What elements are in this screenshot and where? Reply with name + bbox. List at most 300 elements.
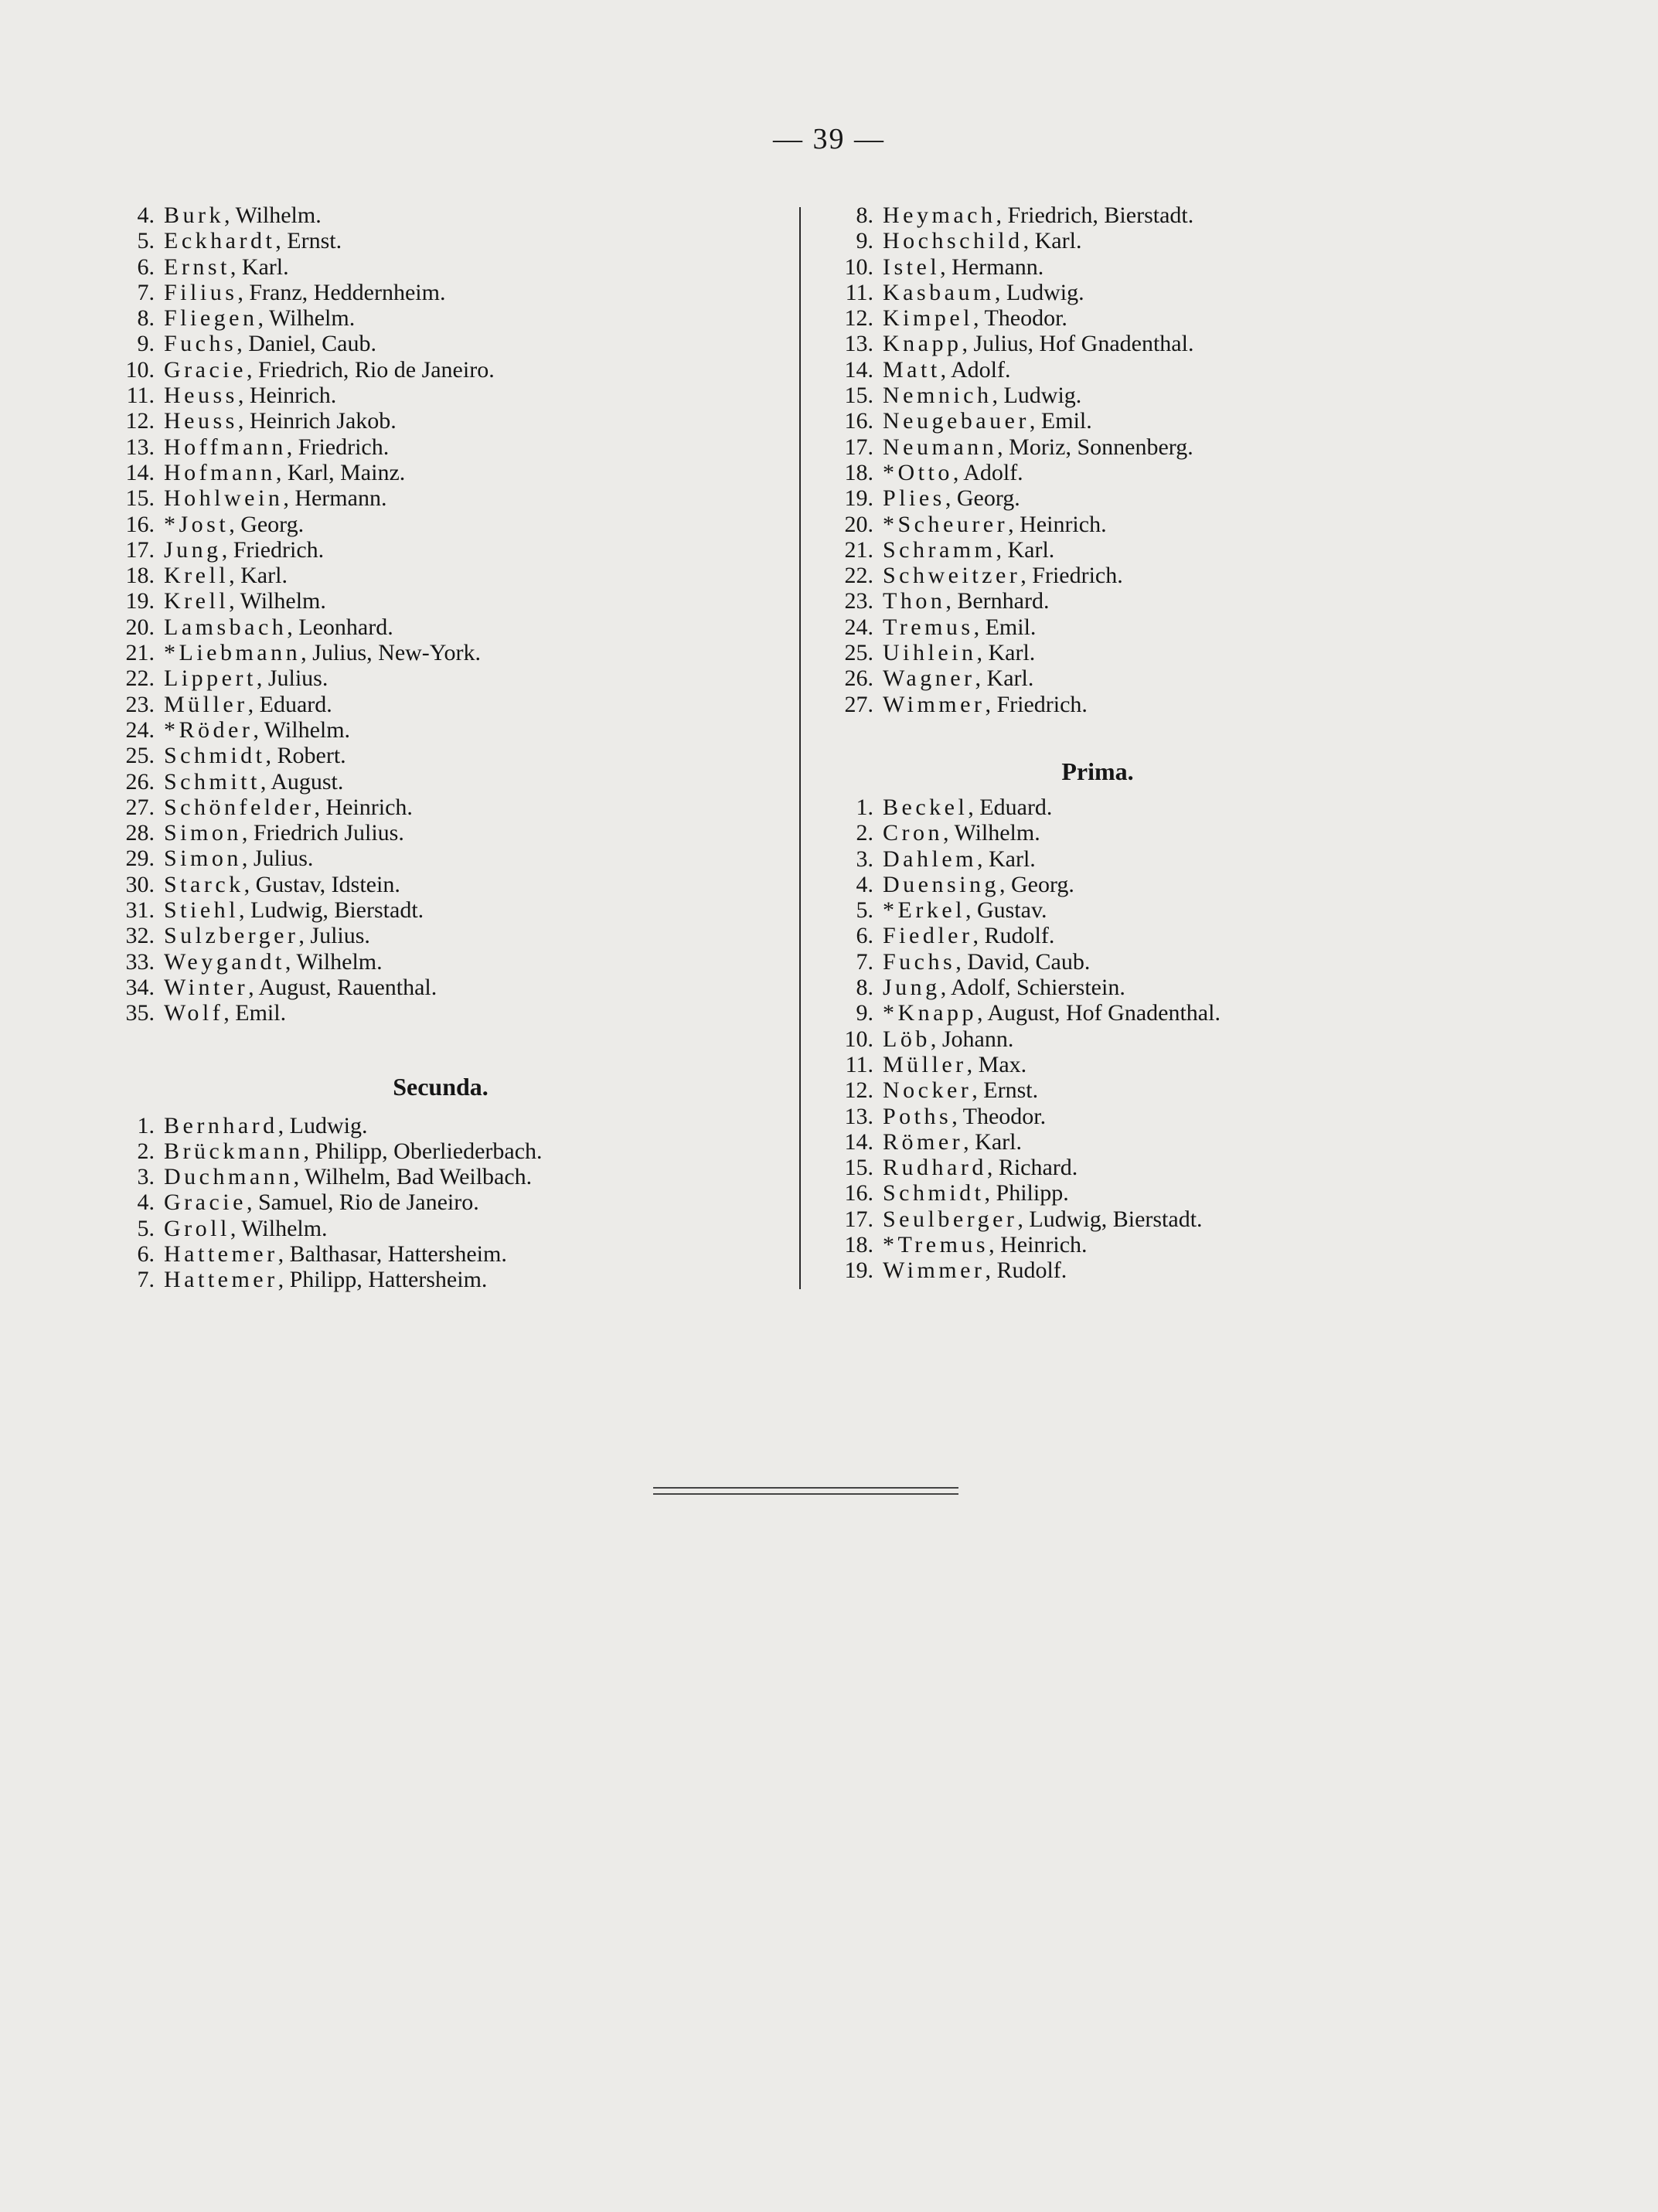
list-item	[108, 563, 788, 588]
list-item	[108, 846, 788, 871]
given-name-and-place: , Heinrich.	[989, 1231, 1088, 1257]
list-item	[108, 795, 788, 820]
surname: Jung	[164, 536, 222, 563]
given-name-and-place: , Rudolf.	[972, 923, 1055, 949]
item-number: 16.	[844, 408, 873, 434]
surname: Kimpel	[883, 305, 973, 332]
surname: Tremus	[883, 614, 974, 640]
surname: Wimmer	[883, 1257, 986, 1284]
list-item	[827, 408, 1523, 434]
given-name-and-place: , Philipp.	[984, 1180, 1069, 1206]
student-list-continued	[108, 202, 788, 1026]
surname: Seulberger	[883, 1206, 1018, 1232]
given-name-and-place: , Julius.	[298, 923, 370, 949]
item-number: 10.	[844, 254, 873, 280]
surname: Neumann	[883, 434, 998, 460]
item-number: 20.	[125, 614, 155, 640]
list-item	[827, 665, 1523, 691]
list-item	[108, 1113, 788, 1138]
given-name-and-place: , Karl.	[996, 536, 1055, 563]
page-number: — 39 —	[773, 123, 885, 155]
surname: Dahlem	[883, 846, 977, 872]
surname: Hohlwein	[164, 485, 284, 512]
surname: Schmitt	[164, 768, 260, 795]
item-number: 6.	[856, 923, 873, 949]
item-number: 2.	[137, 1138, 155, 1164]
given-name-and-place: , Adolf.	[952, 459, 1023, 485]
surname: Sulzberger	[164, 923, 299, 949]
list-item	[108, 975, 788, 1000]
item-number: 29.	[125, 846, 155, 872]
given-name-and-place: , Eduard.	[968, 794, 1053, 820]
given-name-and-place: , Theodor.	[973, 305, 1067, 332]
prima-list	[827, 795, 1523, 1284]
list-item	[108, 717, 788, 743]
list-item	[827, 588, 1523, 614]
surname: Uihlein	[883, 640, 977, 666]
surname: Hattemer	[164, 1267, 278, 1293]
column-divider	[799, 207, 801, 1289]
given-name-and-place: , Friedrich.	[1020, 563, 1123, 589]
item-number: 25.	[844, 640, 873, 666]
surname: *Erkel	[883, 897, 965, 924]
surname: Weygandt	[164, 948, 285, 975]
item-number: 10.	[844, 1026, 873, 1052]
given-name-and-place: , Wilhelm.	[229, 588, 326, 614]
item-number: 30.	[125, 871, 155, 897]
surname: *Tremus	[883, 1231, 989, 1257]
given-name-and-place: , Friedrich Julius.	[241, 820, 404, 846]
list-item	[827, 305, 1523, 331]
given-name-and-place: , Julius.	[256, 665, 329, 692]
surname: Römer	[883, 1128, 964, 1155]
list-item	[108, 357, 788, 383]
list-item	[827, 1026, 1523, 1052]
surname: Stiehl	[164, 897, 240, 924]
surname: Nocker	[883, 1077, 972, 1104]
item-number: 6.	[137, 1240, 155, 1267]
item-number: 14.	[125, 459, 155, 485]
surname: Filius	[164, 279, 238, 305]
surname: Gracie	[164, 356, 247, 383]
given-name-and-place: , Ernst.	[275, 228, 342, 254]
surname: Simon	[164, 820, 242, 846]
surname: Fliegen	[164, 305, 258, 332]
item-number: 19.	[125, 588, 155, 614]
list-item	[827, 1104, 1523, 1129]
list-item	[108, 769, 788, 795]
list-item	[108, 923, 788, 948]
item-number: 12.	[125, 408, 155, 434]
given-name-and-place: , Wilhelm.	[284, 948, 383, 975]
list-item	[827, 846, 1523, 872]
surname: Kasbaum	[883, 279, 995, 305]
item-number: 8.	[856, 202, 873, 228]
item-number: 4.	[856, 871, 873, 897]
list-item	[108, 640, 788, 665]
item-number: 13.	[844, 1103, 873, 1129]
surname: *Jost	[164, 511, 230, 537]
item-number: 16.	[844, 1180, 873, 1206]
given-name-and-place: , Karl.	[963, 1128, 1022, 1155]
student-list-continued-right	[827, 202, 1523, 717]
list-item	[827, 820, 1523, 846]
list-item	[827, 434, 1523, 460]
surname: Poths	[883, 1103, 952, 1129]
list-item	[827, 897, 1523, 923]
item-number: 35.	[125, 1000, 155, 1026]
given-name-and-place: , Theodor.	[952, 1103, 1047, 1129]
given-name-and-place: , Karl.	[1023, 228, 1082, 254]
list-item	[108, 588, 788, 614]
given-name-and-place: , Philipp, Oberliederbach.	[303, 1138, 543, 1164]
given-name-and-place: , Julius.	[241, 846, 314, 872]
given-name-and-place: , Heinrich.	[237, 383, 337, 409]
item-number: 3.	[856, 846, 873, 872]
item-number: 34.	[125, 974, 155, 1000]
given-name-and-place: , Georg.	[229, 511, 305, 537]
list-item	[827, 331, 1523, 356]
surname: Wagner	[883, 665, 975, 692]
list-item	[827, 512, 1523, 537]
list-item	[827, 1155, 1523, 1180]
surname: Fuchs	[164, 331, 237, 357]
given-name-and-place: , Balthasar, Hattersheim.	[277, 1240, 507, 1267]
list-item	[827, 614, 1523, 640]
list-item	[108, 872, 788, 897]
list-item	[108, 665, 788, 691]
item-number: 4.	[137, 202, 155, 228]
surname: Rudhard	[883, 1155, 987, 1181]
given-name-and-place: , Rudolf.	[985, 1257, 1067, 1284]
given-name-and-place: , Max.	[966, 1051, 1027, 1077]
list-item	[108, 743, 788, 768]
list-item	[108, 485, 788, 511]
list-item	[827, 923, 1523, 948]
given-name-and-place: , Ludwig.	[994, 279, 1084, 305]
given-name-and-place: , Karl.	[976, 640, 1036, 666]
surname: Duchmann	[164, 1164, 294, 1190]
surname: Groll	[164, 1215, 230, 1241]
given-name-and-place: , Samuel, Rio de Janeiro.	[246, 1189, 479, 1216]
surname: *Knapp	[883, 1000, 977, 1026]
item-number: 12.	[844, 305, 873, 332]
item-number: 18.	[125, 563, 155, 589]
given-name-and-place: , Bernhard.	[945, 588, 1050, 614]
surname: Simon	[164, 846, 242, 872]
list-item	[108, 1164, 788, 1189]
given-name-and-place: , Emil.	[1029, 408, 1092, 434]
surname: *Liebmann	[164, 640, 301, 666]
item-number: 25.	[125, 743, 155, 769]
surname: Winter	[164, 974, 249, 1000]
surname: Knapp	[883, 331, 962, 357]
item-number: 17.	[844, 1206, 873, 1232]
given-name-and-place: , Ludwig, Bierstadt.	[239, 897, 424, 924]
surname: Hattemer	[164, 1240, 278, 1267]
surname: Neugebauer	[883, 408, 1030, 434]
item-number: 21.	[125, 640, 155, 666]
surname: Istel	[883, 254, 941, 280]
given-name-and-place: , Ludwig, Bierstadt.	[1017, 1206, 1203, 1232]
surname: Matt	[883, 356, 941, 383]
given-name-and-place: , Moriz, Sonnenberg.	[997, 434, 1193, 460]
list-item	[827, 1000, 1523, 1026]
list-item	[108, 254, 788, 280]
surname: Wimmer	[883, 691, 986, 717]
given-name-and-place: , Ludwig.	[277, 1112, 368, 1138]
given-name-and-place: , August, Hof Gnadenthal.	[976, 1000, 1221, 1026]
list-item	[108, 280, 788, 305]
list-item	[108, 1267, 788, 1292]
list-item	[108, 331, 788, 356]
list-item	[108, 305, 788, 331]
surname: Müller	[883, 1051, 967, 1077]
item-number: 18.	[844, 1231, 873, 1257]
item-number: 8.	[137, 305, 155, 332]
item-number: 28.	[125, 820, 155, 846]
item-number: 15.	[125, 485, 155, 512]
item-number: 12.	[844, 1077, 873, 1104]
surname: Wolf	[164, 1000, 224, 1026]
surname: Cron	[883, 820, 943, 846]
given-name-and-place: , Heinrich Jakob.	[237, 408, 397, 434]
item-number: 9.	[856, 228, 873, 254]
surname: Heymach	[883, 202, 996, 228]
item-number: 10.	[125, 356, 155, 383]
item-number: 19.	[844, 485, 873, 512]
given-name-and-place: , Karl.	[975, 665, 1034, 692]
list-item	[108, 434, 788, 460]
surname: Hochschild	[883, 228, 1023, 254]
surname: Krell	[164, 563, 230, 589]
surname: Plies	[883, 485, 945, 512]
list-item	[827, 1052, 1523, 1077]
surname: *Röder	[164, 716, 254, 743]
list-item	[827, 1232, 1523, 1257]
list-item	[827, 537, 1523, 563]
list-item	[108, 512, 788, 537]
given-name-and-place: , Friedrich.	[286, 434, 390, 460]
list-item	[827, 254, 1523, 280]
surname: Heuss	[164, 408, 238, 434]
given-name-and-place: , Emil.	[973, 614, 1037, 640]
list-item	[108, 408, 788, 434]
surname: Bernhard	[164, 1112, 278, 1138]
given-name-and-place: , David, Caub.	[955, 948, 1091, 975]
given-name-and-place: , Friedrich.	[221, 536, 325, 563]
item-number: 7.	[856, 948, 873, 975]
list-item	[108, 897, 788, 923]
surname: Starck	[164, 871, 244, 897]
list-item	[827, 485, 1523, 511]
surname: *Otto	[883, 459, 953, 485]
given-name-and-place: , August, Rauenthal.	[248, 974, 437, 1000]
item-number: 9.	[137, 331, 155, 357]
double-rule-divider	[653, 1487, 958, 1495]
given-name-and-place: , Karl.	[230, 254, 289, 280]
list-item	[108, 614, 788, 640]
given-name-and-place: , Adolf.	[940, 356, 1011, 383]
list-item	[827, 1129, 1523, 1155]
item-number: 11.	[845, 279, 873, 305]
item-number: 19.	[844, 1257, 873, 1284]
surname: Lamsbach	[164, 614, 288, 640]
list-item	[827, 640, 1523, 665]
item-number: 23.	[125, 691, 155, 717]
given-name-and-place: , Wilhelm.	[253, 716, 351, 743]
item-number: 18.	[844, 459, 873, 485]
item-number: 5.	[137, 228, 155, 254]
item-number: 27.	[125, 794, 155, 820]
given-name-and-place: , Georg.	[999, 871, 1074, 897]
surname: Gracie	[164, 1189, 247, 1216]
given-name-and-place: , Philipp, Hattersheim.	[277, 1267, 488, 1293]
given-name-and-place: , Friedrich.	[985, 691, 1088, 717]
list-item	[108, 228, 788, 254]
given-name-and-place: , Daniel, Caub.	[237, 331, 376, 357]
given-name-and-place: , Friedrich, Bierstadt.	[996, 202, 1194, 228]
given-name-and-place: , Heinrich.	[1008, 511, 1107, 537]
list-item	[827, 949, 1523, 975]
surname: Löb	[883, 1026, 931, 1052]
list-item	[827, 795, 1523, 820]
given-name-and-place: , Gustav, Idstein.	[243, 871, 400, 897]
given-name-and-place: , Karl.	[976, 846, 1036, 872]
given-name-and-place: , Eduard.	[247, 691, 332, 717]
item-number: 33.	[125, 948, 155, 975]
item-number: 32.	[125, 923, 155, 949]
item-number: 15.	[844, 1155, 873, 1181]
given-name-and-place: , Ludwig.	[992, 383, 1082, 409]
item-number: 14.	[844, 1128, 873, 1155]
given-name-and-place: , Hermann.	[940, 254, 1044, 280]
list-item	[827, 1206, 1523, 1232]
item-number: 14.	[844, 356, 873, 383]
list-item	[827, 692, 1523, 717]
given-name-and-place: , Adolf, Schierstein.	[940, 975, 1125, 1001]
item-number: 17.	[125, 536, 155, 563]
secunda-heading: Secunda.	[393, 1072, 489, 1101]
given-name-and-place: , Richard.	[986, 1155, 1078, 1181]
item-number: 15.	[844, 383, 873, 409]
item-number: 23.	[844, 588, 873, 614]
item-number: 27.	[844, 691, 873, 717]
secunda-list	[108, 1113, 788, 1293]
item-number: 7.	[137, 279, 155, 305]
surname: Hofmann	[164, 459, 276, 485]
given-name-and-place: , Karl, Mainz.	[275, 459, 406, 485]
surname: Nemnich	[883, 383, 992, 409]
item-number: 11.	[845, 1051, 873, 1077]
surname: Duensing	[883, 871, 999, 897]
item-number: 24.	[844, 614, 873, 640]
given-name-and-place: , Wilhelm, Bad Weilbach.	[293, 1164, 533, 1190]
item-number: 26.	[844, 665, 873, 692]
item-number: 24.	[125, 716, 155, 743]
given-name-and-place: , Karl.	[229, 563, 288, 589]
given-name-and-place: , Friedrich, Rio de Janeiro.	[246, 356, 495, 383]
list-item	[108, 692, 788, 717]
surname: Beckel	[883, 794, 969, 820]
surname: Schramm	[883, 536, 996, 563]
item-number: 7.	[137, 1267, 155, 1293]
given-name-and-place: , Robert.	[265, 743, 346, 769]
given-name-and-place: , Wilhelm.	[224, 202, 322, 228]
given-name-and-place: , Leonhard.	[287, 614, 393, 640]
given-name-and-place: , Johann.	[930, 1026, 1014, 1052]
item-number: 16.	[125, 511, 155, 537]
given-name-and-place: , August.	[260, 768, 344, 795]
surname: Burk	[164, 202, 224, 228]
list-item	[827, 563, 1523, 588]
right-column	[827, 202, 1523, 1284]
list-item	[827, 1180, 1523, 1206]
list-item	[108, 1189, 788, 1215]
item-number: 1.	[137, 1112, 155, 1138]
surname: Heuss	[164, 383, 238, 409]
item-number: 5.	[856, 897, 873, 924]
item-number: 9.	[856, 1000, 873, 1026]
surname: Hoffmann	[164, 434, 287, 460]
list-item	[108, 202, 788, 228]
given-name-and-place: , Heinrich.	[314, 794, 413, 820]
given-name-and-place: , Wilhelm.	[257, 305, 356, 332]
item-number: 1.	[856, 794, 873, 820]
list-item	[827, 357, 1523, 383]
list-item	[827, 872, 1523, 897]
surname: Thon	[883, 588, 946, 614]
list-item	[827, 280, 1523, 305]
item-number: 8.	[856, 975, 873, 1001]
given-name-and-place: , Wilhelm.	[943, 820, 1040, 846]
surname: Fiedler	[883, 923, 973, 949]
given-name-and-place: , Wilhelm.	[230, 1215, 328, 1241]
surname: Krell	[164, 588, 230, 614]
item-number: 21.	[844, 536, 873, 563]
surname: Schmidt	[883, 1180, 985, 1206]
list-item	[108, 820, 788, 846]
item-number: 11.	[126, 383, 155, 409]
given-name-and-place: , Georg.	[945, 485, 1020, 512]
item-number: 6.	[137, 254, 155, 280]
list-item	[827, 1077, 1523, 1103]
surname: Brückmann	[164, 1138, 304, 1164]
item-number: 2.	[856, 820, 873, 846]
given-name-and-place: , Gustav.	[965, 897, 1047, 924]
item-number: 13.	[844, 331, 873, 357]
item-number: 5.	[137, 1215, 155, 1241]
list-item	[108, 537, 788, 563]
given-name-and-place: , Julius, New-York.	[301, 640, 481, 666]
list-item	[827, 975, 1523, 1000]
list-item	[108, 949, 788, 975]
given-name-and-place: , Emil.	[223, 1000, 287, 1026]
item-number: 20.	[844, 511, 873, 537]
left-column	[108, 202, 788, 1293]
surname: Schmidt	[164, 743, 266, 769]
list-item	[108, 1216, 788, 1241]
given-name-and-place: , Ernst.	[972, 1077, 1039, 1104]
surname: Jung	[883, 975, 941, 1001]
given-name-and-place: , Hermann.	[283, 485, 387, 512]
list-item	[827, 383, 1523, 408]
list-item	[108, 383, 788, 408]
list-item	[108, 460, 788, 485]
surname: Schweitzer	[883, 563, 1021, 589]
surname: Lippert	[164, 665, 257, 692]
list-item	[827, 228, 1523, 254]
